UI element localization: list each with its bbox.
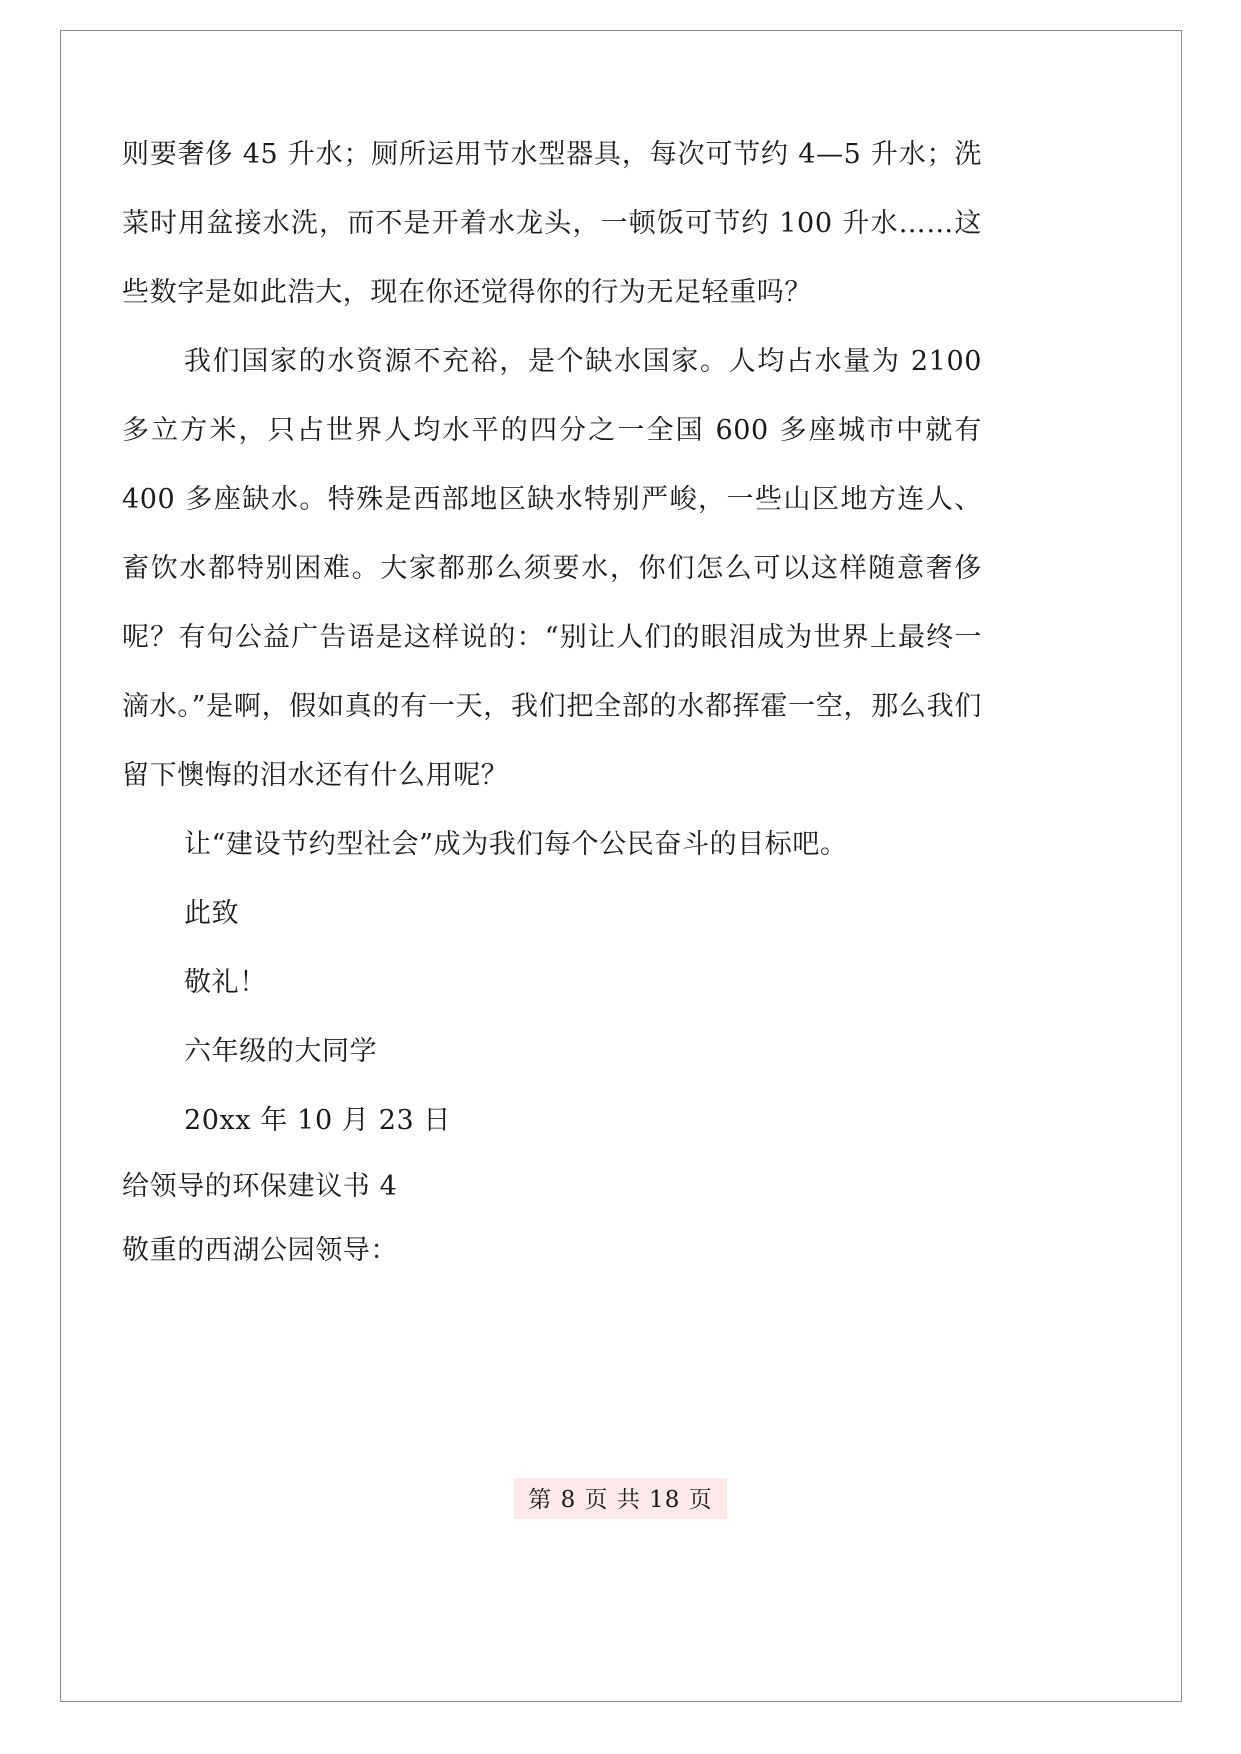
page-number-label: 第 8 页 共 18 页 [514,1478,726,1519]
paragraph-1: 则要奢侈 45 升水；厕所运用节水型器具，每次可节约 4—5 升水；洗菜时用盆接水洗，而不是开着水龙头，一顿饭可节约 100 升水……这些数字是如此浩大，现在你还觉得你的行为无足轻重吗？ [122,139,982,308]
page-content [122,120,982,1283]
signature-author: 六年级的大同学 [184,1036,378,1067]
closing-ci-zhi: 此致 [184,898,240,929]
paragraph-3: 让“建设节约型社会”成为我们每个公民奋斗的目标吧。 [184,829,848,860]
closing-salute: 敬礼！ [184,967,267,998]
section-salutation: 敬重的西湖公园领导： [122,1235,398,1266]
page-footer [0,1478,1241,1519]
signature-date: 20xx 年 10 月 23 日 [184,1105,452,1136]
next-section-heading-block [122,1155,982,1283]
section-heading: 给领导的环保建议书 4 [122,1171,398,1202]
paragraph-2: 我们国家的水资源不充裕，是个缺水国家。人均占水量为 2100 多立方米，只占世界人均水平的四分之一全国 600 多座城市中就有 400 多座缺水。特殊是西部地区缺水特别严峻，一些山区地方连人、畜饮水都特别困难。大家都那么须要水，你们怎么可以这样随意奢侈呢？有句公益广告语是这样说的：“别让人们的眼泪成为世界上最终一滴水。”是啊，假如真的有一天，我们把全部的水都挥霍一空，那么我们留下懊悔的泪水还有什么用呢？ [122,346,982,791]
